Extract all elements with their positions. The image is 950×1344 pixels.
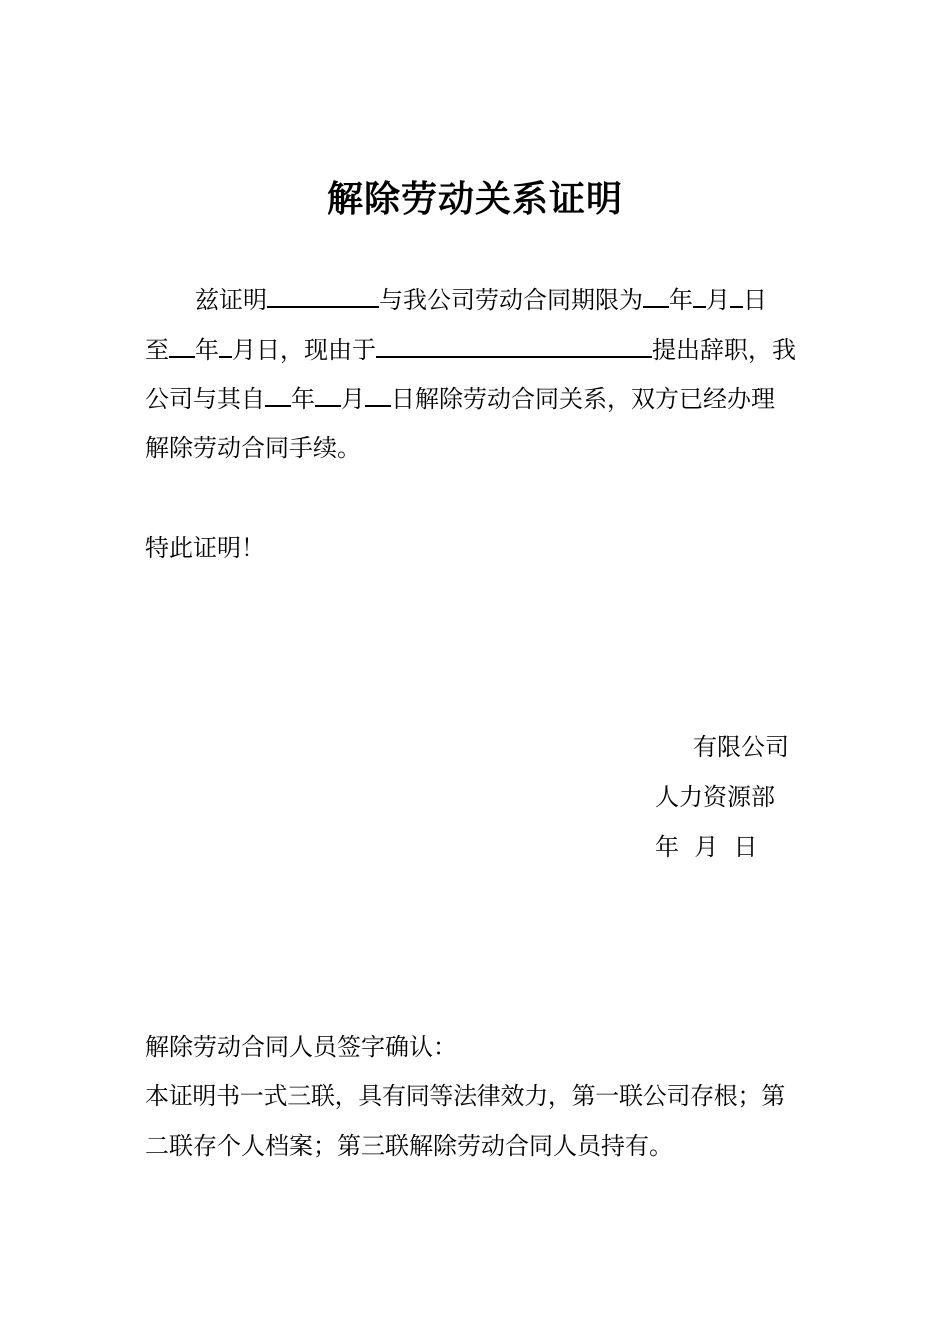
name-blank [267,282,379,308]
body-text: 日解除劳动合同关系，双方已经办理 [391,385,775,413]
body-text: 年 [669,286,693,314]
body-text: 月 [706,286,730,314]
signature-department: 人力资源部 [655,783,775,811]
body-text: 解除劳动合同手续。 [145,434,361,462]
year-blank [643,282,669,308]
body-line-4 [145,431,361,465]
body-line-2 [145,332,796,367]
footer-confirm: 解除劳动合同人员签字确认： [145,1033,457,1061]
signature-date-text: 年 月 日 [655,833,758,861]
body-text: 年 [291,385,315,413]
year-blank [265,381,291,407]
reason-blank [376,332,652,358]
body-text: 年 [195,336,219,364]
body-text: 公司与其自 [145,385,265,413]
footer-note-line-1: 本证明书一式三联，具有同等法律效力，第一联公司存根；第 [145,1082,785,1110]
body-text: 提出辞职，我 [652,336,796,364]
body-text: 兹证明 [195,286,267,314]
signature-date [655,830,758,864]
body-text: 日，现由于 [256,336,376,364]
document-title: 解除劳动关系证明 [326,178,623,220]
signature-company: 有限公司 [693,733,789,761]
year-blank [169,332,195,358]
body-text: 与我公司劳动合同期限为 [379,286,643,314]
body-text: 月 [341,385,365,413]
body-line-3 [145,381,775,416]
footer-note-line-2: 二联存个人档案；第三联解除劳动合同人员持有。 [145,1132,673,1160]
month-blank [219,332,232,358]
day-blank [365,381,391,407]
month-blank [315,381,341,407]
day-blank [730,282,743,308]
body-line-1 [195,282,767,317]
body-text: 月 [232,336,256,364]
month-blank [693,282,706,308]
closing-text: 特此证明！ [145,534,265,562]
body-text: 至 [145,336,169,364]
body-text: 日 [743,286,767,314]
